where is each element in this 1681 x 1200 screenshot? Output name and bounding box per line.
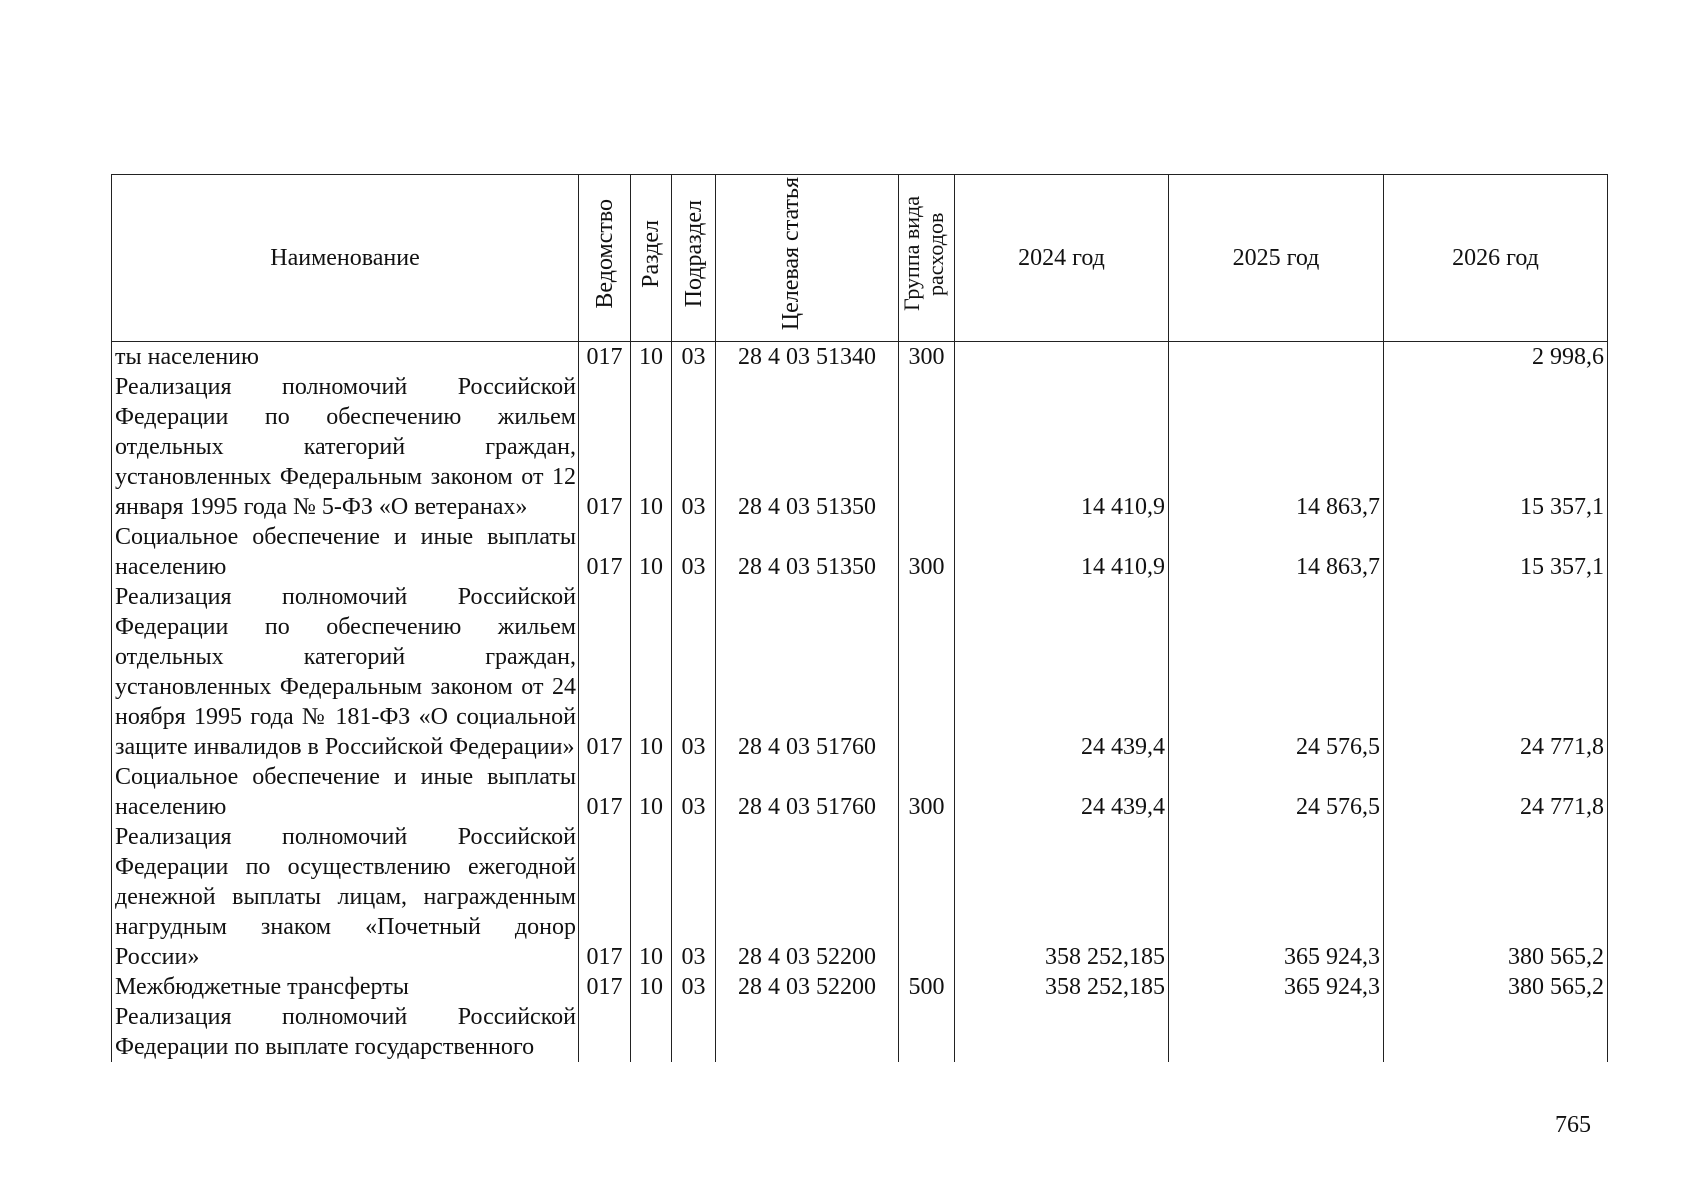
table-header-row [112, 175, 1608, 342]
row-2024-cell: 14 410,9 [955, 372, 1169, 522]
table-row [112, 582, 1608, 762]
header-expense-group-label: Группа вида расходов [898, 196, 948, 312]
row-expense-group-cell: 500 [899, 972, 955, 1002]
row-target-item-cell: 28 4 03 51350 [716, 522, 899, 582]
row-section-cell: 10 [631, 522, 672, 582]
row-expense-group-cell [899, 822, 955, 972]
row-department-cell: 017 [579, 372, 631, 522]
row-target-item-cell: 28 4 03 51760 [716, 582, 899, 762]
row-name-cell: Реализация полномочий Российской Федерации по осуществлению ежегодной денежной выплаты лицам, награжденным нагрудным знаком «Почетный донор России» [112, 822, 579, 972]
row-2024-cell: 358 252,185 [955, 972, 1169, 1002]
row-subsection-cell: 03 [672, 972, 716, 1002]
row-2026-cell [1384, 1002, 1608, 1062]
row-name-cell: Социальное обеспечение и иные выплаты населению [112, 762, 579, 822]
row-subsection-cell: 03 [672, 342, 716, 373]
row-2026-cell: 24 771,8 [1384, 582, 1608, 762]
row-department-cell: 017 [579, 822, 631, 972]
row-section-cell: 10 [631, 762, 672, 822]
row-2025-cell: 24 576,5 [1169, 582, 1384, 762]
header-subsection-label: Подраздел [680, 200, 707, 308]
row-section-cell [631, 1002, 672, 1062]
row-expense-group-cell: 300 [899, 522, 955, 582]
row-2025-cell: 365 924,3 [1169, 822, 1384, 972]
row-2026-cell: 2 998,6 [1384, 342, 1608, 373]
row-2026-cell: 24 771,8 [1384, 762, 1608, 822]
row-target-item-cell: 28 4 03 51340 [716, 342, 899, 373]
header-2024: 2024 год [955, 175, 1169, 342]
table-row [112, 1002, 1608, 1062]
row-department-cell: 017 [579, 762, 631, 822]
header-expense-group [899, 175, 955, 342]
page-number: 765 [1555, 1112, 1591, 1138]
row-2025-cell [1169, 1002, 1384, 1062]
row-2024-cell: 14 410,9 [955, 522, 1169, 582]
row-target-item-cell: 28 4 03 52200 [716, 822, 899, 972]
row-subsection-cell: 03 [672, 522, 716, 582]
row-name-cell: Социальное обеспечение и иные выплаты населению [112, 522, 579, 582]
row-2025-cell: 14 863,7 [1169, 372, 1384, 522]
header-subsection [672, 175, 716, 342]
header-department [579, 175, 631, 342]
row-2025-cell: 14 863,7 [1169, 522, 1384, 582]
row-target-item-cell: 28 4 03 52200 [716, 972, 899, 1002]
table-body [112, 342, 1608, 1063]
table-row [112, 372, 1608, 522]
row-subsection-cell: 03 [672, 762, 716, 822]
row-2025-cell: 24 576,5 [1169, 762, 1384, 822]
row-subsection-cell: 03 [672, 372, 716, 522]
row-expense-group-cell [899, 372, 955, 522]
row-expense-group-cell [899, 582, 955, 762]
header-target-item [716, 175, 899, 342]
budget-table [111, 174, 1608, 1062]
row-2026-cell: 15 357,1 [1384, 372, 1608, 522]
row-2026-cell: 380 565,2 [1384, 822, 1608, 972]
row-target-item-cell: 28 4 03 51760 [716, 762, 899, 822]
row-2024-cell: 358 252,185 [955, 822, 1169, 972]
row-name-cell: Реализация полномочий Российской Федерации по обеспечению жильем отдельных категорий граждан, установленных Федеральным законом от 12 января 1995 года № 5-ФЗ «О ветеранах» [112, 372, 579, 522]
row-expense-group-cell [899, 1002, 955, 1062]
row-2024-cell: 24 439,4 [955, 582, 1169, 762]
row-expense-group-cell: 300 [899, 762, 955, 822]
row-section-cell: 10 [631, 972, 672, 1002]
row-subsection-cell: 03 [672, 822, 716, 972]
row-2024-cell [955, 342, 1169, 373]
row-subsection-cell [672, 1002, 716, 1062]
table-row [112, 522, 1608, 582]
table-row [112, 972, 1608, 1002]
row-2025-cell [1169, 342, 1384, 373]
table-row [112, 762, 1608, 822]
row-name-cell: ты населению [112, 342, 579, 373]
row-target-item-cell [716, 1002, 899, 1062]
row-department-cell: 017 [579, 972, 631, 1002]
row-2026-cell: 380 565,2 [1384, 972, 1608, 1002]
row-department-cell: 017 [579, 342, 631, 373]
header-2026: 2026 год [1384, 175, 1608, 342]
header-department-label: Ведомство [591, 199, 618, 309]
row-name-cell: Реализация полномочий Российской Федерации по обеспечению жильем отдельных категорий граждан, установленных Федеральным законом от 24 ноября 1995 года № 181-ФЗ «О социальной защите инвалидов в Российской Федерации» [112, 582, 579, 762]
row-subsection-cell: 03 [672, 582, 716, 762]
row-section-cell: 10 [631, 822, 672, 972]
row-name-cell: Межбюджетные трансферты [112, 972, 579, 1002]
row-target-item-cell: 28 4 03 51350 [716, 372, 899, 522]
row-name-cell: Реализация полномочий Российской Федерации по выплате государственного [112, 1002, 579, 1062]
row-2024-cell: 24 439,4 [955, 762, 1169, 822]
row-section-cell: 10 [631, 342, 672, 373]
row-section-cell: 10 [631, 582, 672, 762]
row-department-cell [579, 1002, 631, 1062]
row-section-cell: 10 [631, 372, 672, 522]
row-department-cell: 017 [579, 522, 631, 582]
table-row [112, 342, 1608, 373]
header-2025: 2025 год [1169, 175, 1384, 342]
row-2025-cell: 365 924,3 [1169, 972, 1384, 1002]
row-expense-group-cell: 300 [899, 342, 955, 373]
header-name: Наименование [112, 175, 579, 342]
table-row [112, 822, 1608, 972]
header-target-item-label: Целевая статья [778, 177, 804, 331]
row-2024-cell [955, 1002, 1169, 1062]
row-department-cell: 017 [579, 582, 631, 762]
header-section [631, 175, 672, 342]
header-section-label: Раздел [638, 220, 664, 288]
row-2026-cell: 15 357,1 [1384, 522, 1608, 582]
